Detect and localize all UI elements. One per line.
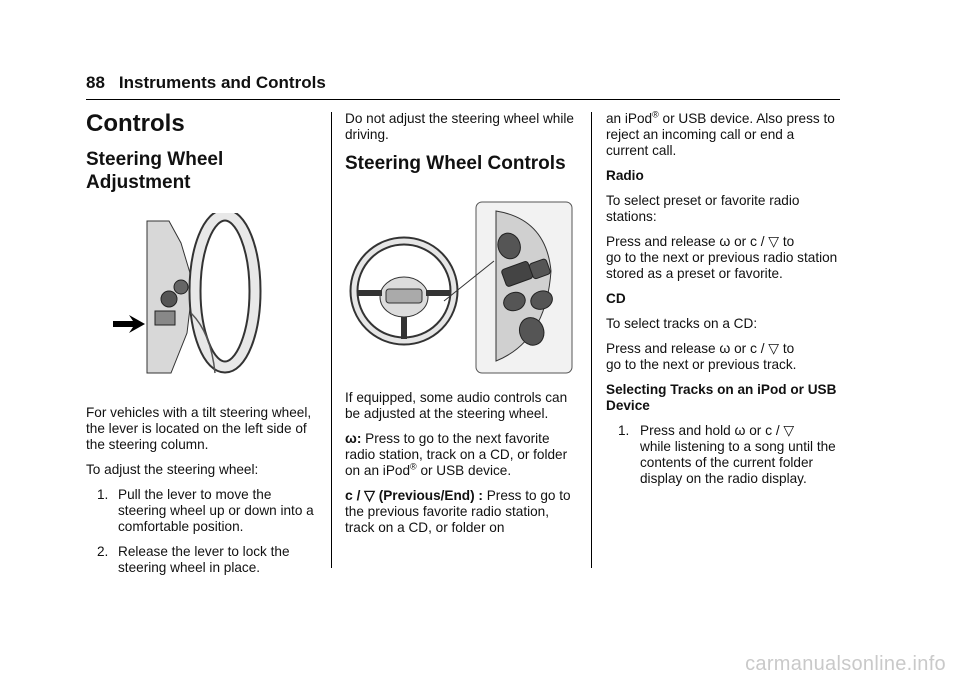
steering-wheel-controls-illustration: [346, 201, 574, 374]
previous-icon: c: [749, 233, 757, 249]
cd-step: Press and release ω or c / ▽ to go to the next or previous track.: [606, 340, 797, 372]
controls-intro: If equipped, some audio controls can be adjusted at the steering wheel.: [345, 390, 568, 421]
step-2: 2. Release the lever to lock the steering wheel in place.: [97, 544, 290, 575]
ipod-heading: Selecting Tracks on an iPod or USB Device: [606, 382, 837, 413]
radio-heading: Radio: [606, 168, 644, 183]
driving-warning: Do not adjust the steering wheel while driving.: [345, 111, 574, 142]
seek-down-icon: ▽: [364, 487, 375, 503]
header-rule: [86, 99, 840, 100]
radio-instruction: To select preset or favorite radio stations:: [606, 193, 800, 224]
seek-down-icon: ▽: [768, 340, 780, 356]
previous-end-paragraph: c / ▽ (Previous/End) : Press to go to the previous favorite radio station, track on a CD, or folder on: [345, 487, 571, 535]
seek-down-icon: ▽: [768, 233, 780, 249]
seek-up-icon: ω: [719, 233, 731, 249]
page-header: [86, 73, 326, 93]
next-favorite-paragraph: ω: Press to go to the next favorite radio station, track on a CD, or folder on an iPod® or USB device.: [345, 430, 568, 478]
column-2-text: [345, 111, 577, 197]
previous-icon: c: [765, 422, 773, 438]
radio-step: Press and release ω or c / ▽ to go to the next or previous radio station stored as a preset or favorite.: [606, 233, 838, 281]
watermark: carmanualsonline.info: [745, 653, 946, 675]
seek-up-icon: ω: [719, 340, 731, 356]
cd-heading: CD: [606, 291, 626, 306]
reject-call-paragraph: an iPod® or USB device. Also press to reject an incoming call or end a current call.: [606, 109, 835, 158]
registered-mark: ®: [652, 109, 659, 120]
column-divider-right: [591, 112, 592, 568]
step-1: 1. Pull the lever to move the steering wheel up or down into a comfortable position.: [97, 487, 314, 534]
seek-down-icon: ▽: [783, 422, 795, 438]
column-divider-left: [331, 112, 332, 568]
steering-wheel-controls-heading: Steering Wheel Controls: [345, 153, 566, 174]
previous-icon: c: [345, 487, 353, 503]
page-number: 88: [86, 73, 105, 92]
cd-instruction: To select tracks on a CD:: [606, 316, 758, 331]
adjust-instruction: To adjust the steering wheel:: [86, 462, 259, 477]
arrow-icon: [113, 314, 147, 334]
column-2-lower-text: [345, 390, 577, 545]
section-title: Instruments and Controls: [118, 73, 326, 92]
previous-icon: c: [749, 340, 757, 356]
registered-mark: ®: [410, 461, 417, 472]
controls-heading: Controls: [86, 110, 185, 137]
seek-up-icon: ω: [345, 430, 357, 446]
column-3-text: [606, 111, 840, 496]
steering-wheel-adjustment-heading: Steering Wheel Adjustment: [86, 149, 224, 193]
column-1-text: [86, 405, 318, 585]
seek-up-icon: ω: [734, 422, 746, 438]
tilt-lever-illustration: [141, 213, 271, 383]
tilt-intro: For vehicles with a tilt steering wheel, the lever is located on the left side of the steering column.: [86, 405, 312, 452]
ipod-step-1: 1. Press and hold ω or c / ▽ while listening to a song until the contents of the current folder display on the radio display.: [618, 422, 836, 486]
